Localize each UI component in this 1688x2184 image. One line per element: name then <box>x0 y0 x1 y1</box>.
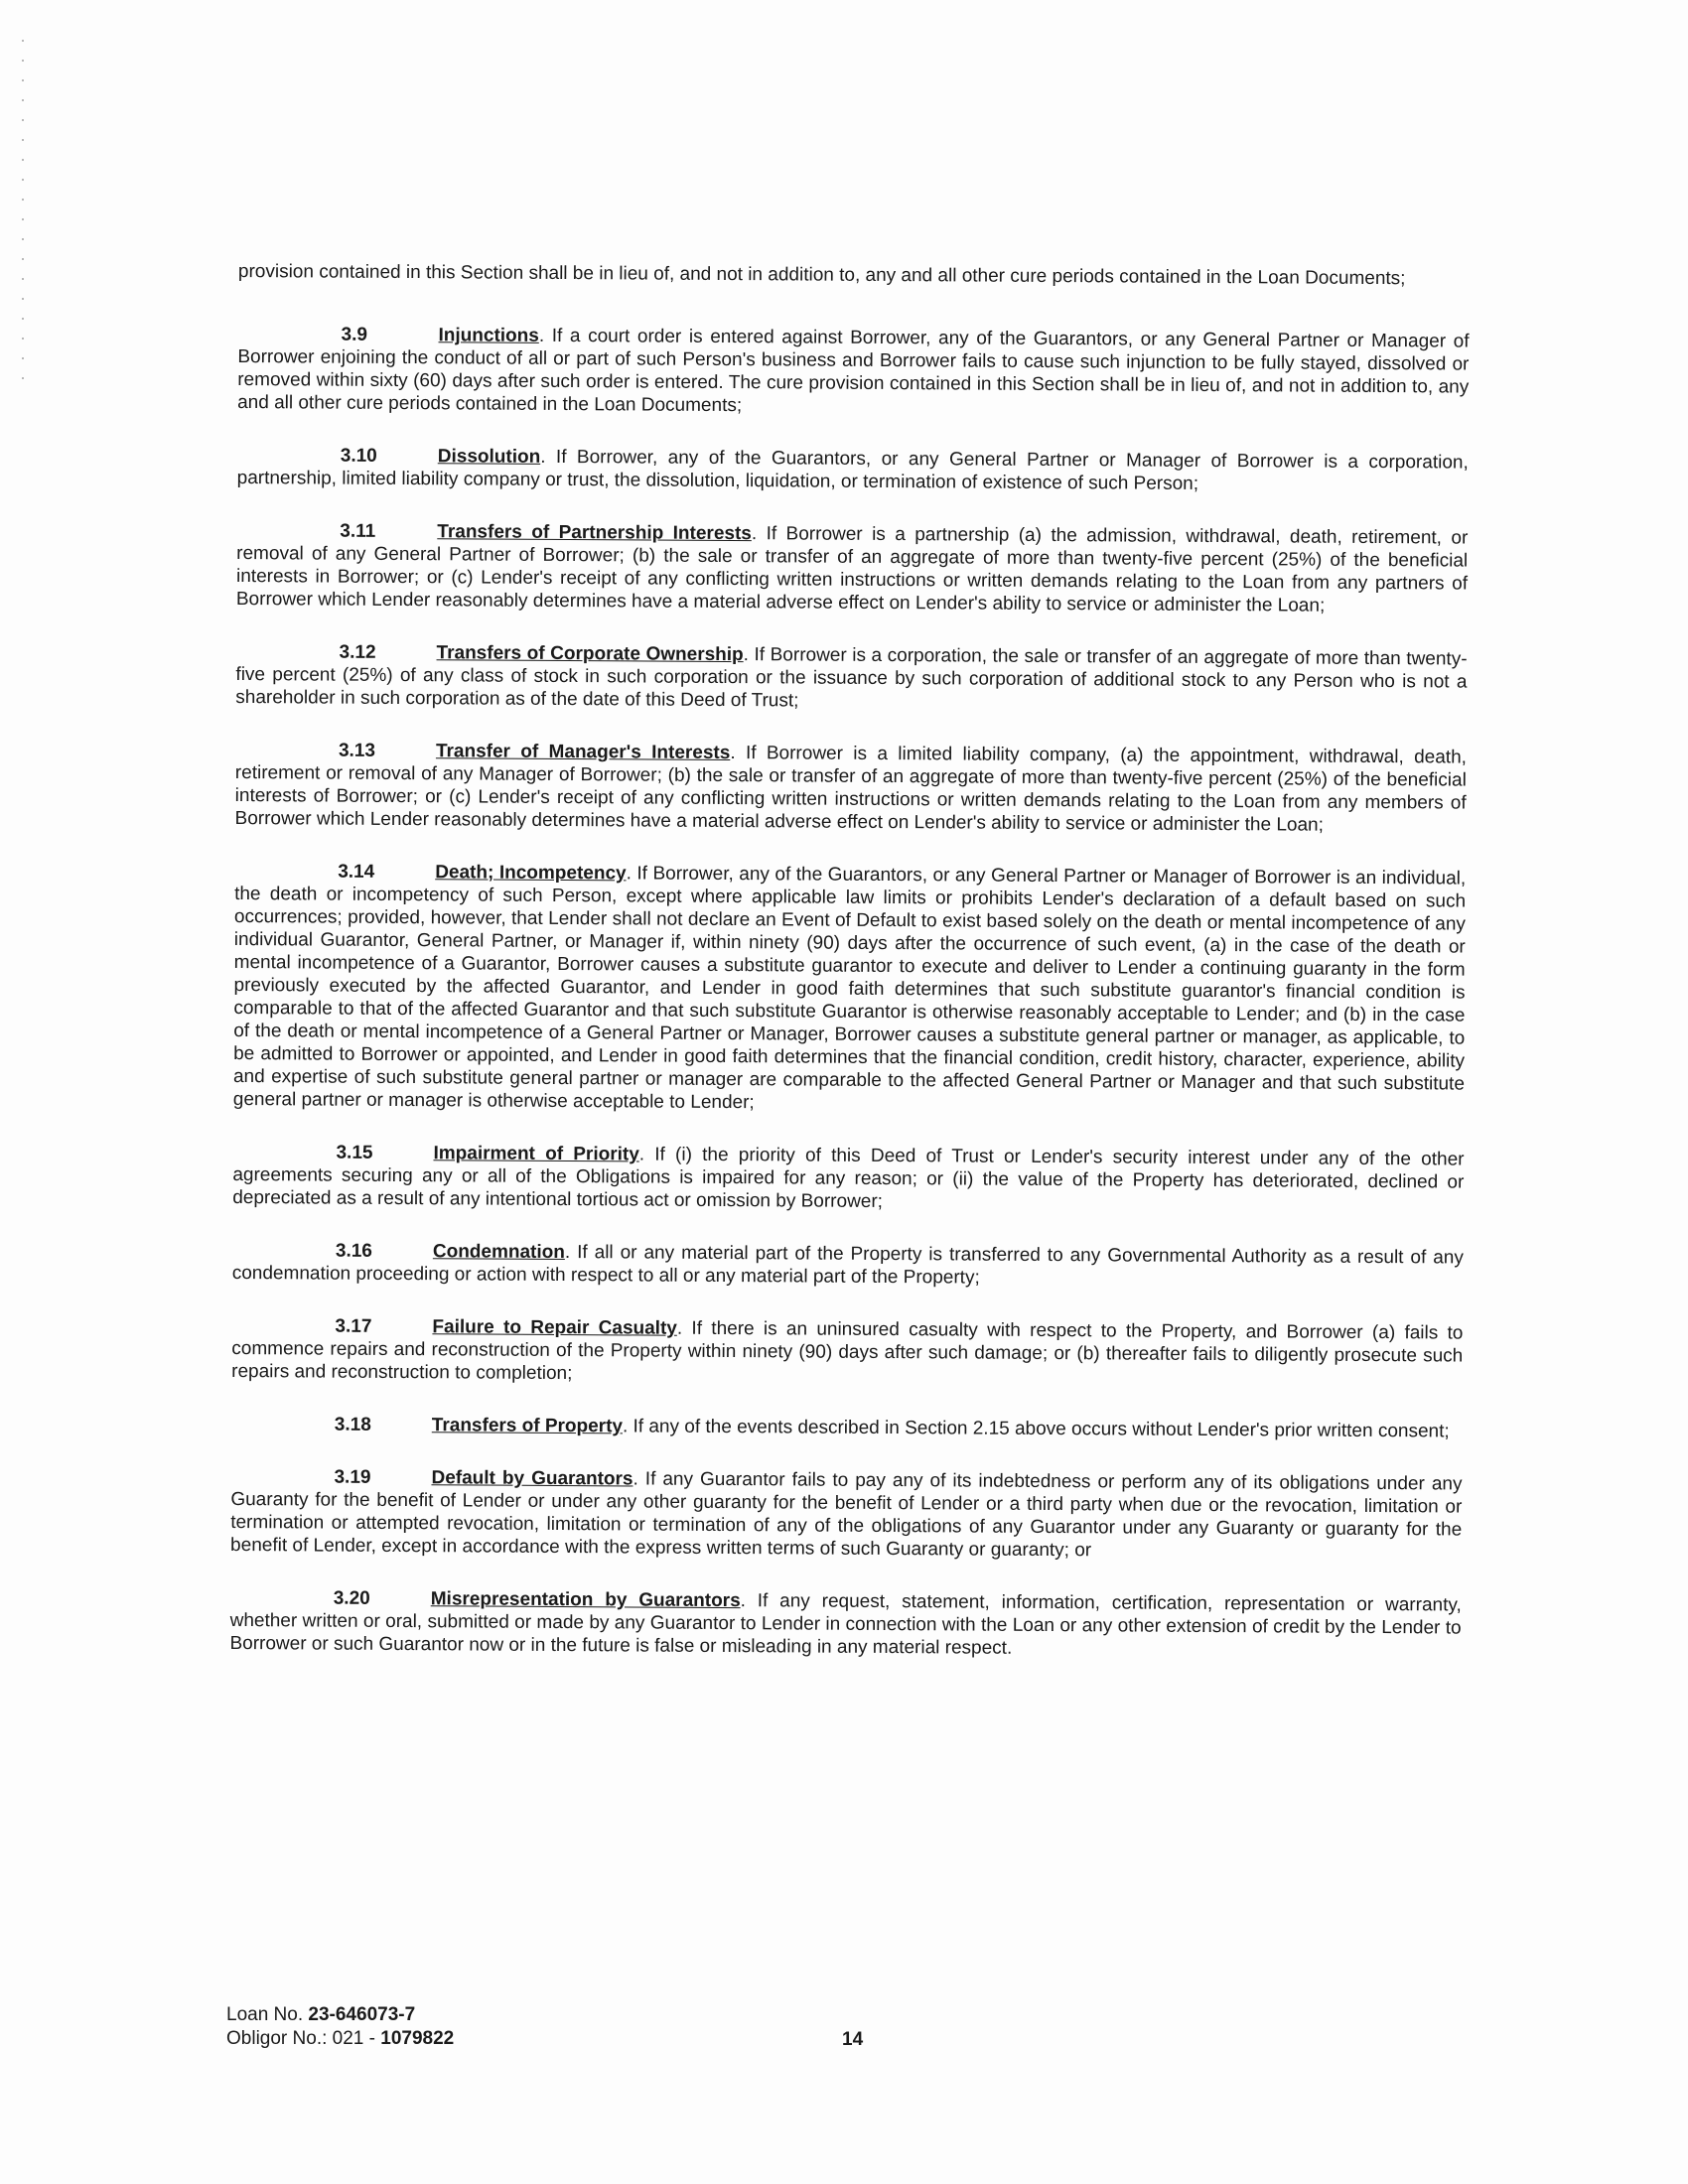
section-heading: Default by Guarantors <box>431 1467 633 1490</box>
section-heading: Transfer of Manager's Interests <box>435 741 731 764</box>
section-text: If any request, statement, information, certification, representation or warranty, whether written or oral, submitted or made by any Guarantor to Lender in connection with the Loan or any other extension of credit by the Lender to Borrower or such Guarantor now or in the future is false or misleading in any material respect. <box>229 1590 1462 1659</box>
loan-number: 23-646073-7 <box>308 2004 416 2025</box>
section-text: If any Guarantor fails to pay any of its indebtedness or perform any of its obligations under any Guaranty for the benefit of Lender or under any other guaranty for the benefit of Lender or a third party when due or the revocation, limitation or termination or attempted revocation, limitation or termination of any of the obligations of any Guarantor under any Guaranty or guaranty for the benefit of Lender, except in accordance with the express written terms of such Guaranty or guaranty; or <box>230 1468 1463 1562</box>
page-number: 14 <box>842 2029 864 2050</box>
obligor-number-line <box>226 2027 454 2051</box>
section-3-19: 3.19 Default by Guarantors. If any Guarantor fails to pay any of its indebtedness or perform any of its obligations under any Guaranty for the benefit of Lender or under any other guaranty for the benefit of Lender or a third party when due or the revocation, limitation or termination or attempted revocation, limitation or termination of any of the obligations of any Guarantor under any Guaranty or guaranty for the benefit of Lender, except in accordance with the express written terms of such Guaranty or guaranty; or <box>230 1466 1463 1562</box>
loan-number-line <box>226 2003 454 2027</box>
section-heading: Transfers of Partnership Interests <box>437 521 752 545</box>
section-number: 3.9 <box>341 324 368 345</box>
section-number: 3.16 <box>335 1240 372 1262</box>
section-text: If Borrower, any of the Guarantors, or any General Partner or Manager of Borrower is an individual, the death or incompetency of such Person, except where applicable law limits or prohibits Lender's declaration of a default based on such occurrences; provided, however, that Lender shall not declare an Event of Default to exist based solely on the death or mental incompetence of any individual Guarantor, General Partner, or Manager if, within ninety (90) days after the occurrence of such event, (a) in the case of the death or mental incompetence of a Guarantor, Borrower causes a substitute guarantor to execute and deliver to Lender a continuing guaranty in the form previously executed by the affected Guarantor, and Lender in good faith determines that such substitute guarantor's financial condition is comparable to that of the affected Guarantor and that such substitute Guarantor is otherwise reasonably acceptable to Lender; and (b) in the case of the death or mental incompetence of a General Partner or Manager, Borrower causes a substitute general partner or manager, as applicable, to be admitted to Borrower or appointed, and Lender in good faith determines that the financial condition, credit history, character, experience, ability and expertise of such substitute general partner or manager are comparable to the affected General Partner or Manager and that such substitute general partner or manager is otherwise acceptable to Lender; <box>232 863 1467 1114</box>
section-heading: Failure to Repair Casualty <box>432 1316 677 1339</box>
section-3-15: 3.15 Impairment of Priority. If (i) the priority of this Deed of Trust or Lender's security interest under any of the other agreements securing any or all of the Obligations is impaired for any reason; or (ii) the value of the Property has deteriorated, declined or depreciated as a result of any intentional tortious act or omission by Borrower; <box>232 1142 1465 1212</box>
section-text: If Borrower is a corporation, the sale or transfer of an aggregate of more than twenty-five percent (25%) of any class of stock in such corporation or the issuance by such corporation of additional stock to any Person who is not a shareholder in such corporation as of the date of this Deed of Trust; <box>235 644 1468 712</box>
section-3-20: 3.20 Misrepresentation by Guarantors. If any request, statement, information, certification, representation or warranty, whether written or oral, submitted or made by any Guarantor to Lender in connection with the Loan or any other extension of credit by the Lender to Borrower or such Guarantor now or in the future is false or misleading in any material respect. <box>229 1587 1462 1659</box>
section-text: If a court order is entered against Borrower, any of the Guarantors, or any General Partner or Manager of Borrower enjoining the conduct of all or part of such Person's business and Borrower fails to cause such injunction to be fully stayed, dissolved or removed within sixty (60) days after such order is entered. The cure provision contained in this Section shall be in lieu of, and not in addition to, any and all other cure periods contained in the Loan Documents; <box>237 325 1470 417</box>
section-number: 3.17 <box>335 1315 372 1337</box>
section-3-12: 3.12 Transfers of Corporate Ownership. If Borrower is a corporation, the sale or transfer of an aggregate of more than twenty-five percent (25%) of any class of stock in such corporation or the issuance by such corporation of additional stock to any Person who is not a shareholder in such corporation as of the date of this Deed of Trust; <box>235 641 1468 712</box>
section-text: If all or any material part of the Property is transferred to any Governmental Authority as a result of any condemnation proceeding or action with respect to all or any material part of the Property; <box>231 1242 1464 1289</box>
section-heading: Condemnation <box>432 1241 565 1264</box>
section-number: 3.20 <box>333 1587 370 1609</box>
section-number: 3.15 <box>336 1142 373 1163</box>
section-number: 3.12 <box>339 641 376 663</box>
obligor-label: Obligor No.: 021 - <box>226 2028 381 2049</box>
section-number: 3.18 <box>334 1414 371 1435</box>
section-text: If any of the events described in Section 2.15 above occurs without Lender's prior written consent; <box>633 1416 1450 1442</box>
loan-label: Loan No. <box>226 2004 309 2025</box>
obligor-number: 1079822 <box>380 2028 455 2049</box>
section-3-11: 3.11 Transfers of Partnership Interests. If Borrower is a partnership (a) the admission, withdrawal, death, retirement, or removal of any General Partner of Borrower; (b) the sale or transfer of an aggregate of more than twenty-five percent (25%) of the beneficial interests in Borrower; or (c) Lender's receipt of any conflicting written instructions or written demands relating to the Loan from any partners of Borrower which Lender reasonably determines have a material adverse effect on Lender's ability to service or administer the Loan; <box>235 520 1469 616</box>
section-number: 3.19 <box>334 1466 371 1488</box>
section-heading: Transfers of Corporate Ownership <box>436 642 744 666</box>
section-text: If Borrower is a partnership (a) the admission, withdrawal, death, retirement, or removal of any General Partner of Borrower; (b) the sale or transfer of an aggregate of more than twenty-five percent (25%) of the beneficial interests in Borrower; or (c) Lender's receipt of any conflicting written instructions or written demands relating to the Loan from any partners of Borrower which Lender reasonably determines have a material adverse effect on Lender's ability to service or administer the Loan; <box>235 523 1469 616</box>
footer-loan-info <box>226 2003 454 2051</box>
section-3-10: 3.10 Dissolution. If Borrower, any of the Guarantors, or any General Partner or Manager of Borrower is a corporation, partnership, limited liability company or trust, the dissolution, liquidation, or termination of existence of such Person; <box>236 445 1469 494</box>
section-text: If Borrower is a limited liability company, (a) the appointment, withdrawal, death, retirement or removal of any Manager of Borrower; (b) the sale or transfer of an aggregate of more than twenty-five percent (25%) of the beneficial interests of Borrower; or (c) Lender's receipt of any conflicting written instructions or written demands relating to the Loan from any members of Borrower which Lender reasonably determines have a material adverse effect on Lender's ability to service or administer the Loan; <box>234 743 1468 836</box>
section-3-17: 3.17 Failure to Repair Casualty. If there is an uninsured casualty with respect to the Property, and Borrower (a) fails to commence repairs and reconstruction of the Property within ninety (90) days after such damage; or (b) thereafter fails to diligently prosecute such repairs and reconstruction to completion; <box>231 1315 1464 1385</box>
section-text: If there is an uninsured casualty with respect to the Property, and Borrower (a) fails to commence repairs and reconstruction of the Property within ninety (90) days after such damage; or (b) thereafter fails to diligently prosecute such repairs and reconstruction to completion; <box>231 1317 1464 1385</box>
section-number: 3.14 <box>338 861 375 883</box>
intro-paragraph: provision contained in this Section shall be in lieu of, and not in addition to, any and all other cure periods contained in the Loan Documents; <box>237 260 1406 290</box>
section-heading: Death; Incompetency <box>435 862 627 885</box>
section-heading: Misrepresentation by Guarantors <box>430 1588 741 1612</box>
section-number: 3.10 <box>340 445 377 467</box>
section-3-13: 3.13 Transfer of Manager's Interests. If Borrower is a limited liability company, (a) the appointment, withdrawal, death, retirement or removal of any Manager of Borrower; (b) the sale or transfer of an aggregate of more than twenty-five percent (25%) of the beneficial interests of Borrower; or (c) Lender's receipt of any conflicting written instructions or written demands relating to the Loan from any members of Borrower which Lender reasonably determines have a material adverse effect on Lender's ability to service or administer the Loan; <box>234 740 1468 836</box>
section-3-14: 3.14 Death; Incompetency. If Borrower, any of the Guarantors, or any General Partner or Manager of Borrower is an individual, the death or incompetency of such Person, except where applicable law limits or prohibits Lender's declaration of a default based on such occurrences; provided, however, that Lender shall not declare an Event of Default to exist based solely on the death or mental incompetence of any individual Guarantor, General Partner, or Manager if, within ninety (90) days after the occurrence of such event, (a) in the case of the death or mental incompetence of a Guarantor, Borrower causes a substitute guarantor to execute and deliver to Lender a continuing guaranty in the form previously executed by the affected Guarantor, and Lender in good faith determines that such substitute guarantor's financial condition is comparable to that of the affected Guarantor and that such substitute Guarantor is otherwise reasonably acceptable to Lender; and (b) in the case of the death or mental incompetence of a General Partner or Manager, Borrower causes a substitute general partner or manager, as applicable, to be admitted to Borrower or appointed, and Lender in good faith determines that the financial condition, credit history, character, experience, ability and expertise of such substitute general partner or manager are comparable to the affected General Partner or Manager and that such substitute general partner or manager is otherwise acceptable to Lender; <box>232 861 1467 1114</box>
section-number: 3.13 <box>338 740 376 761</box>
section-3-9: 3.9 Injunctions. If a court order is entered against Borrower, any of the Guarantors, or any General Partner or Manager of Borrower enjoining the conduct of all or part of such Person's business and Borrower fails to cause such injunction to be fully stayed, dissolved or removed within sixty (60) days after such order is entered. The cure provision contained in this Section shall be in lieu of, and not in addition to, any and all other cure periods contained in the Loan Documents; <box>237 324 1470 417</box>
section-number: 3.11 <box>340 520 376 542</box>
section-heading: Impairment of Priority <box>433 1143 639 1165</box>
section-3-18: 3.18 Transfers of Property. If any of the events described in Section 2.15 above occurs without Lender's prior written consent; <box>334 1414 1450 1442</box>
section-heading: Transfers of Property <box>431 1415 624 1437</box>
section-text: If (i) the priority of this Deed of Trust or Lender's security interest under any of the other agreements securing any or all of the Obligations is impaired for any reason; or (ii) the value of the Property has deteriorated, declined or depreciated as a result of any intentional tortious act or omission by Borrower; <box>232 1144 1465 1212</box>
section-heading: Injunctions <box>438 325 539 346</box>
document-body <box>229 260 1470 1693</box>
section-heading: Dissolution <box>437 446 541 468</box>
scan-margin-marks <box>20 40 26 516</box>
section-3-16: 3.16 Condemnation. If all or any material part of the Property is transferred to any Governmental Authority as a result of any condemnation proceeding or action with respect to all or any material part of the Property; <box>231 1240 1464 1289</box>
section-text: If Borrower, any of the Guarantors, or any General Partner or Manager of Borrower is a corporation, partnership, limited liability company or trust, the dissolution, liquidation, or termination of existence of such Person; <box>236 446 1469 494</box>
